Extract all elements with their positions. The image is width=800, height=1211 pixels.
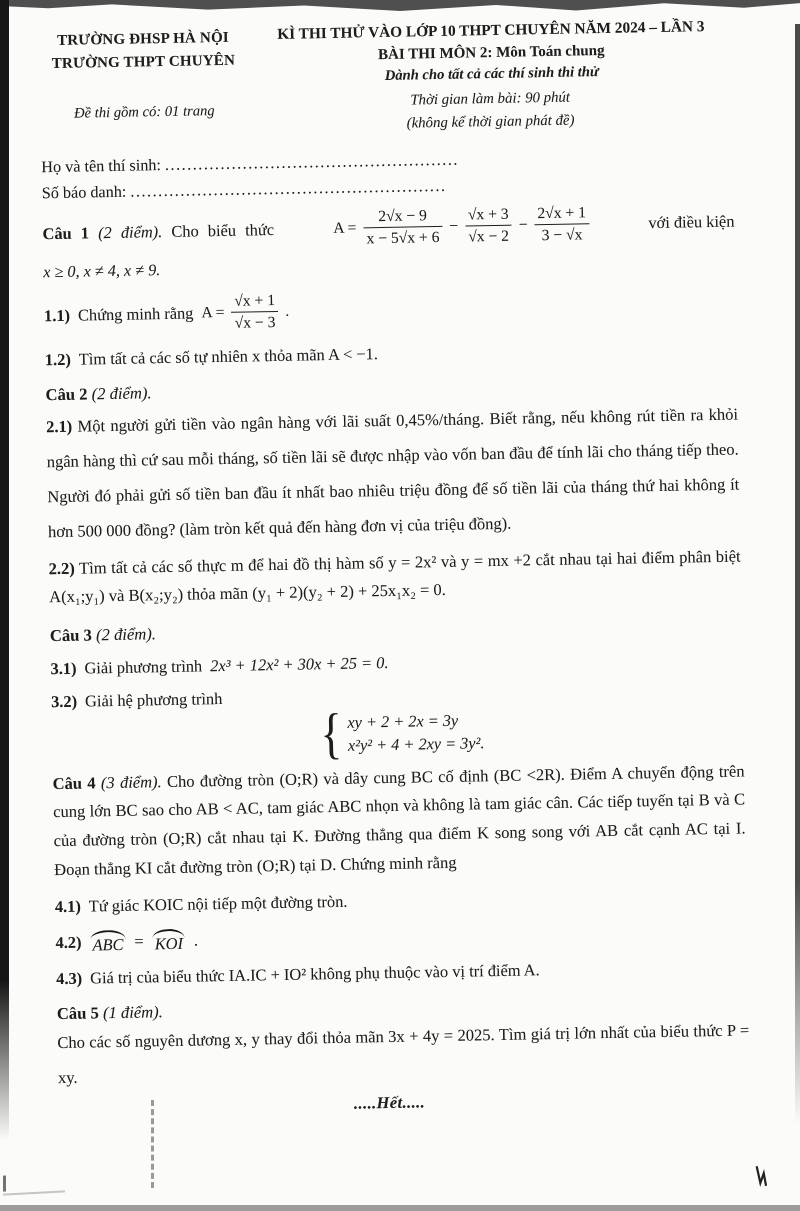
question-1-1-text: Chứng minh rằng [77,303,194,325]
formula-period: . [285,302,290,320]
question-2-1-label: 2.1) [45,416,73,436]
question-3-heading [50,614,742,647]
exam-header-row2 [40,84,733,143]
candidate-id-label: Số báo danh: [41,182,127,203]
question-4-1-text: Tứ giác KOIC nội tiếp một đường tròn. [88,892,348,916]
pages-note: Đề thi gồm có: 01 trang [73,103,215,122]
question-1-1-label: 1.1) [43,305,71,325]
system-equations [347,710,484,755]
question-4-1-row [55,885,747,918]
fraction-3-numerator: 2√x + 1 [534,203,589,225]
scan-mark-bottom-right [750,1164,772,1193]
question-1-2-text: Tìm tất cả các số tự nhiên x thỏa mãn A < −1. [78,343,379,369]
question-2-1-text: Một người gửi tiền vào ngân hàng với lãi suất 0,45%/tháng. Biết rằng, nếu không rút tiền ra khỏi ngân hàng thì cứ sau mỗi tháng, số tiền lãi sẽ được nhập vào vốn ban đầu để tính lãi cho tháng tiếp theo. Người đó phải gửi số tiền ban đầu ít nhất bao nhiêu triệu đồng để số tiền lãi của tháng thứ hai không ít hơn 500 000 đồng? (làm tròn kết quả đến hàng đơn vị của triệu đồng). [46,404,740,541]
question-3-label: Câu 3 [49,625,93,646]
question-4-text: Cho đường tròn (O;R) và dây cung BC cố định (BC <2R). Điểm A chuyển động trên cung lớn BC sao cho AB < AC, tam giác ABC nhọn và không là tam giác cân. Các tiếp tuyến tại B và C của đường tròn (O;R) cắt nhau tại K. Đường thẳng qua điểm K song song với AB cắt cạnh AC tại I. Đoạn thẳng KI cắt đường tròn (O;R) tại D. Chứng minh rằng [52,761,746,879]
question-5-points: (1 điểm). [102,1002,164,1023]
formula-A-lead: A = [333,219,357,237]
question-4-paragraph [52,757,746,884]
question-2-points: (2 điểm). [91,382,152,404]
left-brace-glyph: { [319,703,343,766]
school-name-1: TRƯỜNG ĐHSP HÀ NỘI [56,29,230,49]
question-5-label: Câu 5 [56,1003,99,1024]
candidate-id-dots: ......................................................... [130,176,447,201]
fraction-2 [465,204,513,247]
question-2-1-paragraph [46,397,740,550]
question-5-paragraph [57,1014,750,1097]
question-5-text: Cho các số nguyên dương x, y thay đổi thỏa mãn 3x + 4y = 2025. Tìm giá trị lớn nhất của biểu thức P = xy. [57,1020,750,1088]
minus-operator-1: − [449,217,459,235]
fraction-simplified [231,291,279,334]
candidate-name-label: Họ và tên thí sinh: [41,155,162,177]
school-name-2: TRƯỜNG THPT CHUYÊN [51,52,236,72]
question-1-label: Câu 1 [42,223,90,243]
question-3-1-text: Giải phương trình [84,656,203,678]
exam-audience: Dành cho tất cả các thí sinh thi thử [384,64,599,84]
exam-title: KÌ THI THỬ VÀO LỚP 10 THPT CHUYÊN NĂM 2024 – LẦN 3 [277,18,705,43]
equals-operator: = [134,931,144,952]
question-4-3-text: Giá trị của biểu thức IA.IC + IO² không phụ thuộc vào vị trí điểm A. [89,960,540,988]
exam-duration-note: (không kể thời gian phát đề) [406,112,575,132]
scribble-mark-icon [751,1164,772,1188]
fraction-3-denominator: 3 − √x [541,226,583,245]
fraction-1-denominator: x − 5√x + 6 [366,229,440,248]
system-equation-1: xy + 2 + 2x = 3y [347,710,459,732]
question-1-2-label: 1.2) [44,349,71,369]
question-2-2-paragraph [48,542,741,611]
fraction-1-numerator: 2√x − 9 [363,206,442,229]
exam-subject: BÀI THI MÔN 2: Môn Toán chung [377,42,605,64]
question-4-2-period: . [193,930,199,951]
question-1-tail: với điều kiện [648,211,735,232]
scan-mark-bottom-left [3,1174,65,1195]
question-3-1-row [50,647,742,680]
fraction-2-numerator: √x + 3 [465,204,512,226]
formula-A-simplified [201,290,290,334]
candidate-block [41,142,734,207]
end-of-exam-mark: .....Hết..... [353,1092,426,1114]
question-2-label: Câu 2 [45,384,88,404]
question-1-lead [42,220,274,244]
fraction-1 [363,206,443,249]
duration-block [248,84,733,139]
question-1-condition: x ≥ 0, x ≠ 4, x ≠ 9. [43,260,161,281]
fraction-simplified-numerator: √x + 1 [231,291,278,313]
fraction-2-denominator: √x − 2 [468,227,510,246]
question-1-points: (2 điểm). [97,221,163,242]
candidate-name-dots: ..................................................... [164,150,460,174]
exam-duration: Thời gian làm bài: 90 phút [410,89,571,109]
system-equation-2: x²y² + 4 + 2xy = 3y². [347,733,485,755]
minus-operator-2: − [518,216,528,234]
equation-system [317,702,744,766]
question-1-2-row [45,337,737,370]
formula-A-simplified-lead: A = [201,303,225,321]
question-3-1-label: 3.1) [50,658,77,679]
question-4-points: (3 điểm). [100,771,162,792]
question-4-2-label: 4.2) [55,933,82,953]
arc-angle-ABC: ABC [89,935,126,956]
scan-edge-bottom [0,1205,800,1211]
exam-title-block [247,18,732,88]
question-4-3-row [56,957,748,990]
question-3-points: (2 điểm). [95,624,157,645]
question-3-2-text: Giải hệ phương trình [84,689,223,711]
question-4-1-label: 4.1) [54,897,82,917]
question-1-1-row [44,282,737,337]
question-3-1-equation: 2x³ + 12x² + 30x + 25 = 0. [209,653,389,676]
question-2-2-text: Tìm tất cả các số thực m để hai đồ thị hàm số y = 2x² và y = mx +2 cắt nhau tại hai điểm phân biệt A(x₁;y₁) và B(x₂;y₂) thỏa mãn (y₁ + 2)(y₂ + 2) + 25x₁x₂ = 0. [49,546,741,607]
exam-header [39,18,732,92]
arc-angle-KOI: KOI [152,934,187,955]
question-1-intro-text: Cho biểu thức [171,219,275,241]
fraction-simplified-denominator: √x − 3 [234,314,276,332]
question-4-3-label: 4.3) [56,969,83,989]
question-4-2-row [55,918,747,957]
question-2-2-label: 2.2) [48,558,75,578]
question-3-2-label: 3.2) [50,691,78,712]
formula-A [333,203,590,250]
question-4-label: Câu 4 [52,773,96,793]
fraction-3 [534,203,589,246]
question-1-intro-row [42,200,735,255]
school-block [39,26,248,75]
